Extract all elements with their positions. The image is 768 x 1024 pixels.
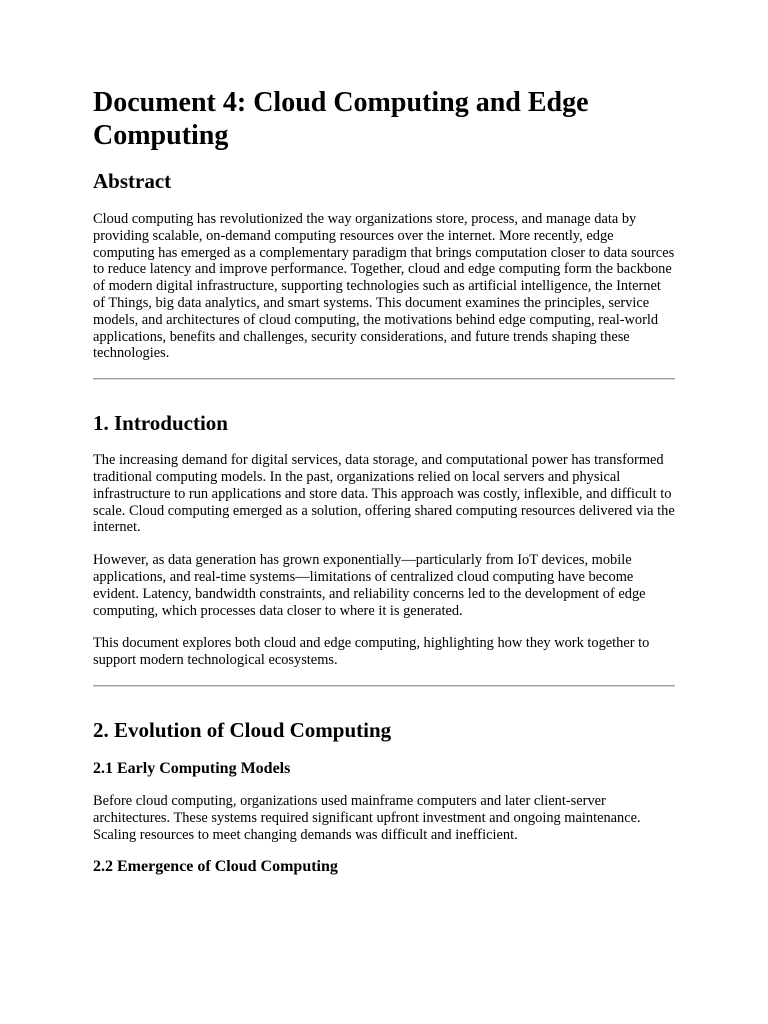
introduction-paragraph-3: This document explores both cloud and edge computing, highlighting how they work together to support modern technological ecosystems. [93, 635, 650, 669]
subsection-2-1-heading: 2.1 Early Computing Models [93, 759, 291, 777]
section-divider [93, 685, 675, 687]
section-divider [93, 378, 675, 380]
document-page [93, 86, 675, 877]
introduction-paragraph-1: The increasing demand for digital services, data storage, and computational power has transformed traditional computing models. In the past, organizations relied on local servers and physical infrastructure to run applications and store data. This approach was costly, inflexible, and difficult to scale. Cloud computing emerged as a solution, offering shared computing resources delivered via the internet. [93, 452, 675, 536]
document-title: Document 4: Cloud Computing and Edge Computing [93, 87, 589, 151]
subsection-2-2-heading: 2.2 Emergence of Cloud Computing [93, 858, 338, 876]
subsection-2-1-text: Before cloud computing, organizations used mainframe computers and later client-server architectures. These systems required significant upfront investment and ongoing maintenance. Scaling resources to meet changing demands was difficult and inefficient. [93, 792, 641, 843]
introduction-heading: 1. Introduction [93, 411, 228, 436]
introduction-paragraph-2: However, as data generation has grown exponentially—particularly from IoT devices, mobile applications, and real-time systems—limitations of centralized cloud computing have become evident. Latency, bandwidth constraints, and reliability concerns led to the development of edge computing, which processes data closer to where it is generated. [93, 552, 646, 619]
abstract-heading: Abstract [93, 169, 172, 193]
abstract-text: Cloud computing has revolutionized the way organizations store, process, and manage data by providing scalable, on-demand computing resources over the internet. More recently, edge computing has emerged as a complementary paradigm that brings computation closer to data sources to reduce latency and improve performance. Together, cloud and edge computing form the backbone of modern digital infrastructure, supporting technologies such as artificial intelligence, the Internet of Things, big data analytics, and smart systems. This document examines the principles, service models, and architectures of cloud computing, the motivations behind edge computing, real-world applications, benefits and challenges, security considerations, and future trends shaping these technologies. [93, 211, 675, 362]
evolution-heading: 2. Evolution of Cloud Computing [93, 717, 392, 742]
